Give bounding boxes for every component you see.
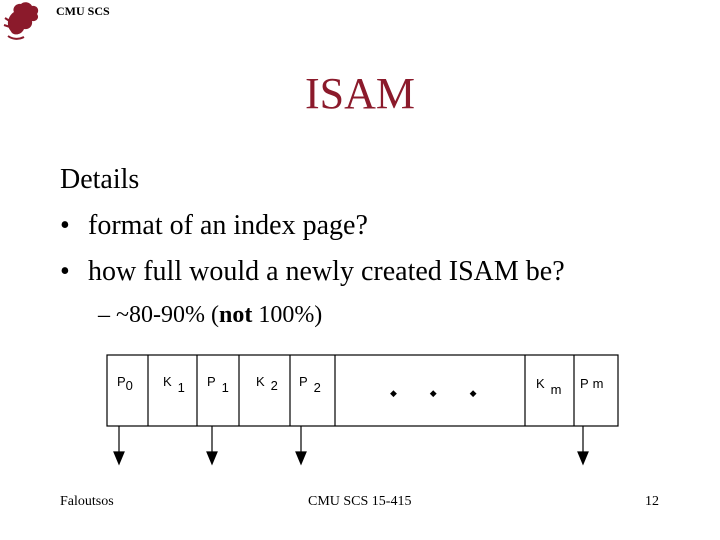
header-org: CMU SCS <box>56 4 110 18</box>
label-k2: K 2 <box>256 374 278 393</box>
cmu-dragon-logo <box>2 0 42 42</box>
bullet-text: how full would a newly created ISAM be? <box>88 256 565 287</box>
sub-suffix: 100%) <box>252 302 323 328</box>
sub-prefix: ~80-90% ( <box>116 302 219 328</box>
bullet-text: format of an index page? <box>88 210 368 241</box>
bullet-dot: • <box>60 256 70 287</box>
label-pm: P m <box>580 376 604 391</box>
label-km: K m <box>536 376 562 397</box>
bullet-dot: • <box>60 210 70 241</box>
label-k1: K 1 <box>163 374 185 395</box>
bullet-item-1 <box>60 210 368 242</box>
index-page-diagram <box>0 350 720 470</box>
heading-details: Details <box>60 164 140 195</box>
sub-dash: – <box>98 302 110 328</box>
bullet-item-2 <box>60 256 565 288</box>
slide-title: ISAM <box>305 69 416 118</box>
ellipsis-dots: ◆ ◆ ◆ <box>390 389 492 399</box>
sub-bullet <box>98 302 322 329</box>
pointer-pm-arrowhead <box>578 452 588 464</box>
pointer-p1-arrowhead <box>207 452 217 464</box>
label-p2: P 2 <box>299 374 321 395</box>
label-p1: P 1 <box>207 374 229 395</box>
label-p0: P0 <box>117 374 133 393</box>
footer-author: Faloutsos <box>60 494 114 509</box>
footer-course: CMU SCS 15-415 <box>308 494 412 509</box>
footer-page-number: 12 <box>645 494 659 509</box>
pointer-p0-arrowhead <box>114 452 124 464</box>
pointer-p2-arrowhead <box>296 452 306 464</box>
sub-bold: not <box>218 302 253 328</box>
